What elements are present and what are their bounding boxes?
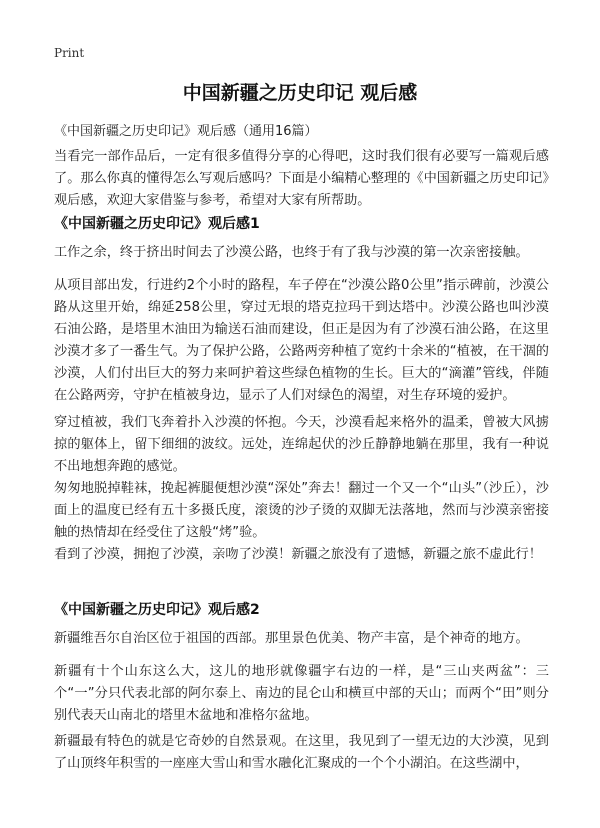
section-2-paragraph-2: 新疆有十个山东这么大，这儿的地形就像疆字右边的一样，是“三山夹两盆”：三个“一”分只代表北部的阿尔泰上、南边的昆仑山和横亘中部的天山；而两个“田”则分别代表天山南北的塔里木盆地和准格尔盆地。	[54, 664, 549, 723]
page-title: 中国新疆之历史印记 观后感	[182, 82, 418, 104]
section-heading-2: 《中国新疆之历史印记》观后感2	[54, 602, 260, 618]
section-2-paragraph-1: 新疆维吾尔自治区位于祖国的西部。那里景色优美、物产丰富，是个神奇的地方。	[54, 631, 529, 646]
section-1-paragraph-4: 匆匆地脱掉鞋袜，挽起裤腿便想沙漠“深处”奔去！翻过一个又一个“山头”（沙丘），沙面上的温度已经有五十多摄氏度，滚烫的沙子烫的双脚无法落地，然而与沙漠亲密接触的热情却在经受住了这般“烤”验。	[54, 481, 549, 540]
section-2-paragraph-3: 新疆最有特色的就是它奇妙的自然景观。在这里，我见到了一望无边的大沙漠，见到了山顶终年积雪的一座座大雪山和雪水融化汇聚成的一个个小湖泊。在这些湖中，	[54, 734, 549, 771]
print-link[interactable]: Print	[54, 46, 85, 60]
intro-paragraph: 当看完一部作品后，一定有很多值得分享的心得吧，这时我们很有必要写一篇观后感了。那么你真的懂得怎么写观后感吗？下面是小编精心整理的《中国新疆之历史印记》观后感，欢迎大家借鉴与参考，希望对大家有所帮助。	[54, 149, 549, 208]
section-1-paragraph-3: 穿过植被，我们飞奔着扑入沙漠的怀抱。今天，沙漠看起来格外的温柔，曾被大风掳掠的躯体上，留下细细的波纹。远处，连绵起伏的沙丘静静地躺在那里，我有一种说不出地想奔跑的感觉。	[54, 415, 549, 474]
section-heading-1: 《中国新疆之历史印记》观后感1	[54, 216, 260, 232]
section-1-paragraph-1: 工作之余，终于挤出时间去了沙漠公路，也终于有了我与沙漠的第一次亲密接触。	[54, 245, 529, 260]
section-1-paragraph-2: 从项目部出发，行进约2个小时的路程，车子停在“沙漠公路0公里”指示碑前，沙漠公路从这里开始，绵延258公里，穿过无垠的塔克拉玛干到达塔中。沙漠公路也叫沙漠石油公路，是塔里木油田为输送石油而建设，但正是因为有了沙漠石油公路，在这里沙漠才多了一番生气。为了保护公路，公路两旁种植了宽约十余米的“植被，在干涸的沙漠，人们付出巨大的努力来呵护着这些绿色植物的生长。巨大的“滴灌”管线，伴随在公路两旁，守护在植被身边，显示了人们对绿色的渴望，对生存环境的爱护。	[54, 278, 549, 403]
article-subtitle: 《中国新疆之历史印记》观后感（通用16篇）	[54, 124, 318, 139]
section-1-paragraph-5: 看到了沙漠，拥抱了沙漠，亲吻了沙漠！新疆之旅没有了遗憾，新疆之旅不虚此行！	[54, 547, 542, 562]
